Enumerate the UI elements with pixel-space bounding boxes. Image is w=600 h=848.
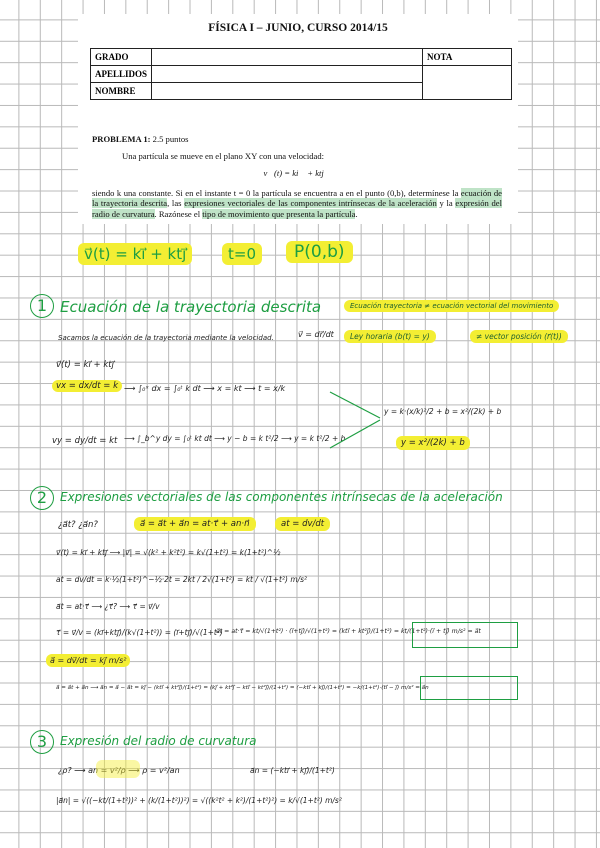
- given-point: P(0,b): [286, 241, 353, 263]
- acceleration-vector: a⃗ = dv⃗/dt = kj⃗ m/s²: [46, 654, 130, 667]
- section1-vt: v⃗(t) = ki⃗ + ktj⃗: [56, 360, 114, 370]
- an-highlight: [96, 760, 140, 778]
- an-magnitude: |a⃗n| = √((−kt/(1+t²))² + (k/(1+t²))²) = √((k²t² + k²)/(1+t²)²) = k/√(1+t²) m/s²: [56, 796, 342, 805]
- section3-number: 3: [30, 730, 54, 754]
- section1-intro-line: Sacamos la ecuación de la trayectoria mediante la velocidad.: [58, 334, 274, 342]
- vx-label: vx = dx/dt = k: [52, 380, 122, 392]
- highlight-curvature: expresión del radio de curvatura: [92, 198, 503, 219]
- acceleration-decomposition: a⃗ = a⃗t + a⃗n = at·τ⃗ + an·n⃗: [134, 517, 256, 531]
- section3-title: Expresión del radio de curvatura: [60, 734, 257, 748]
- tau-unit-vector: τ⃗ = v⃗/v = (ki⃗+ktj⃗)/(k√(1+t²)) = (i⃗+tj⃗)/√(1+t²): [56, 628, 223, 637]
- problem-text: siendo k una constante. Si en el instante t = 0 la partícula se encuentra a en el punto (0,b), determínese la ecuación de la trayectoria descrita, las expresiones vectoriales de las componentes intrínsecas de la aceleración y la expresión del radio de curvatura. Razónese el tipo de movimiento que presenta la partícula.: [92, 187, 503, 219]
- problem-title: PROBLEMA 1:: [92, 134, 151, 144]
- section1-note-1: Ecuación trayectoria ≠ ecuación vectorial del movimiento: [344, 300, 559, 312]
- at-vector-question: a⃗t = at·τ⃗ ⟶ ¿τ⃗? ⟶ τ⃗ = v⃗/v: [56, 602, 160, 611]
- vy-label: vy = dy/dt = kt: [52, 436, 118, 446]
- radius-question: ¿ρ? ⟶ an = v²/ρ ⟶ ρ = v²/an: [58, 766, 180, 775]
- vx-chain: ⟶ ∫₀ˣ dx = ∫₀ᵗ k dt ⟶ x = kt ⟶ t = x/k: [124, 384, 286, 393]
- velocity-definition: v⃗ = dr⃗/dt: [298, 330, 334, 339]
- exam-title: FÍSICA I – JUNIO, CURSO 2014/15: [208, 22, 388, 34]
- section1-title: Ecuación de la trayectoria descrita: [60, 298, 322, 316]
- trajectory-result: y = x²/(2k) + b: [396, 436, 470, 450]
- section1-note-2a: Ley horaria (b(t) = y): [344, 330, 436, 343]
- at-definition: at = dv/dt: [275, 517, 330, 531]
- at-result-box: [412, 622, 518, 648]
- highlight-motion-type: tipo de movimiento que presenta la partícula: [202, 208, 356, 219]
- an-result-box: [420, 676, 518, 700]
- nota-label: NOTA: [423, 49, 512, 66]
- grado-label: GRADO: [91, 49, 152, 66]
- at-scalar: at = dv/dt = k·½(1+t²)^−½·2t = 2kt / 2√(1+t²) = kt / √(1+t²) m/s²: [56, 575, 308, 584]
- problem-equation: v⃗(t) = ki⃗ + ktj⃗: [263, 168, 331, 179]
- apellidos-label: APELLIDOS: [91, 66, 152, 83]
- nombre-label: NOMBRE: [91, 83, 152, 100]
- problem-points: 2.5 puntos: [152, 134, 189, 144]
- velocity-magnitude: v⃗(t) = ki⃗ + ktj⃗ ⟶ |v⃗| = √(k² + k²t²) = k√(1+t²) = k(1+t²)^½: [56, 548, 281, 557]
- given-velocity: v⃗(t) = ki⃗ + ktj⃗: [78, 243, 192, 265]
- an-vector-recall: a⃗n = (−kti⃗ + kj⃗)/(1+t²): [250, 766, 335, 775]
- section2-title: Expresiones vectoriales de las componentes intrínsecas de la aceleración: [60, 490, 503, 504]
- vy-chain: ⟶ ∫_b^y dy = ∫₀ᵗ kt dt ⟶ y − b = k t²/2 ⟶ y = k t²/2 + b: [124, 434, 346, 443]
- given-time: t=0: [222, 243, 262, 265]
- section1-note-2b: ≠ vector posición (r⃗(t)): [470, 330, 568, 343]
- arrow-x-branch: [330, 392, 380, 418]
- section2-number: 2: [30, 486, 54, 510]
- problem-intro: Una partícula se mueve en el plano XY con una velocidad:: [122, 150, 325, 161]
- section2-question: ¿a⃗t? ¿a⃗n?: [58, 520, 98, 530]
- arrow-y-branch: [330, 420, 380, 448]
- an-vector: a⃗ = a⃗t + a⃗n ⟶ a⃗n = a⃗ − a⃗t = kj⃗ − (kti⃗ + kt²j⃗)/(1+t²) = (kj⃗ + kt²j⃗ − kti⃗ − kt²j⃗)/(1+t²) = (−kti⃗ + kj⃗)/(1+t²) = −k/(1+t²)·(ti⃗ − j⃗) m/s² = a⃗n: [56, 685, 429, 691]
- at-vector: a⃗t = at·τ⃗ = kt/√(1+t²) · (i⃗+tj⃗)/√(1+t²) = (kti⃗ + kt²j⃗)/(1+t²) = kt/(1+t²)·(i⃗ + tj⃗) m/s² = a⃗t: [216, 628, 481, 635]
- highlight-acceleration: expresiones vectoriales de las componentes intrínsecas de la aceleración: [184, 198, 437, 209]
- highlight-trajectory: ecuación de la trayectoria descrita: [92, 187, 503, 209]
- trajectory-derivation: y = k·(x/k)²/2 + b = x²/(2k) + b: [384, 407, 502, 416]
- section1-number: 1: [30, 294, 54, 318]
